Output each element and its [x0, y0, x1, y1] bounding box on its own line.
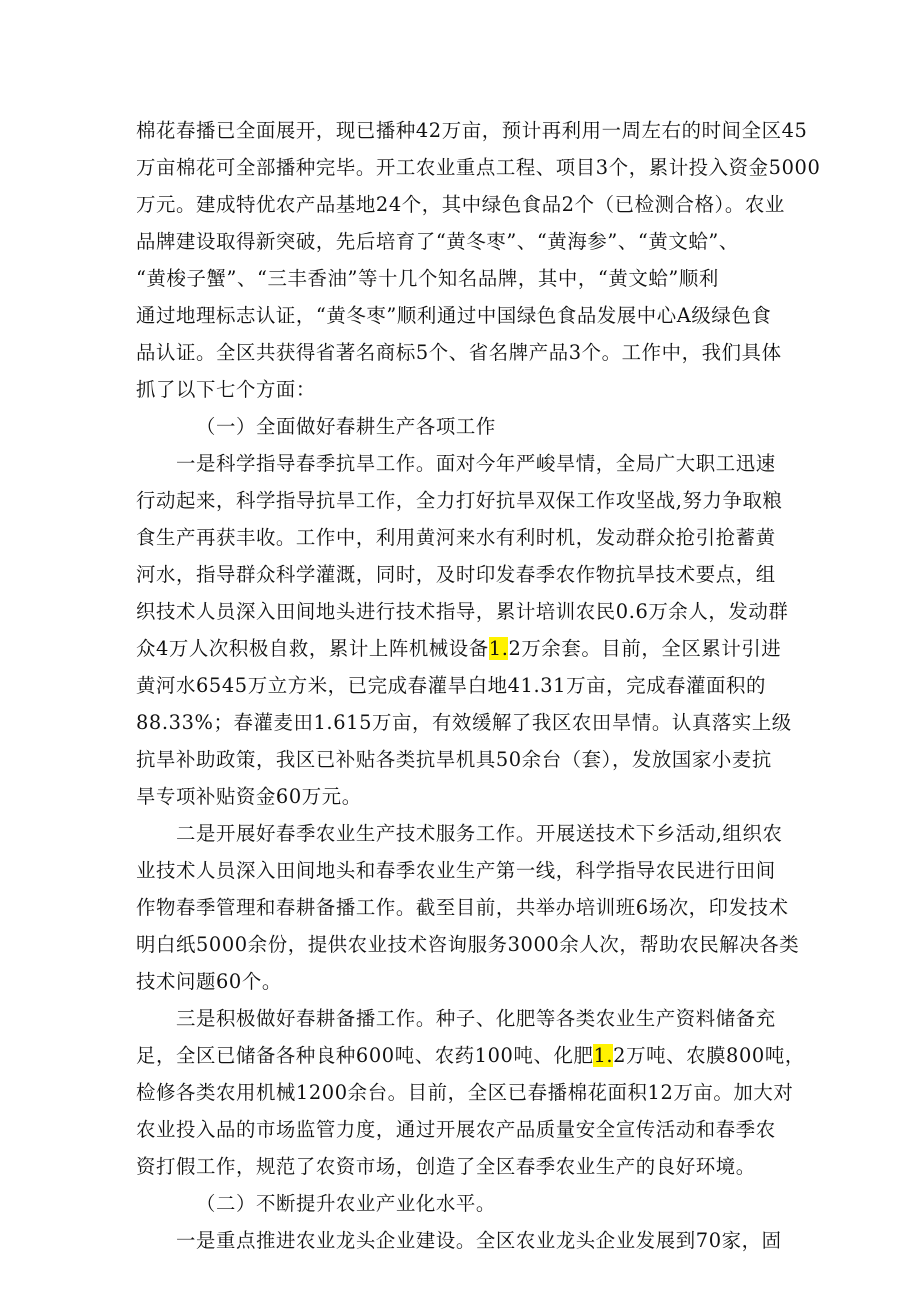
text-line — [136, 1074, 794, 1111]
text-run: 作物春季管理和春耕备播工作。截至目前，共举办培训班6场次，印发技术 — [136, 896, 789, 919]
text-line — [136, 815, 788, 852]
text-line — [136, 334, 788, 371]
text-line — [136, 149, 821, 186]
document-body — [136, 112, 821, 1259]
highlighted-text: 1. — [488, 637, 509, 660]
text-line — [136, 445, 788, 482]
text-run: 万亩棉花可全部播种完毕。开工农业重点工程、项目3个，累计投入资金5000 — [136, 156, 821, 179]
text-run: 抗旱补助政策，我区已补贴各类抗旱机具50余台（套），发放国家小麦抗 — [136, 748, 772, 771]
text-run: 2万余套。目前，全区累计引进 — [508, 637, 782, 660]
text-line — [136, 593, 788, 630]
text-line — [136, 1148, 788, 1185]
text-run: 万元。建成特优农产品基地24个，其中绿色食品2个（已检测合格）。农业 — [136, 193, 785, 216]
text-run: 一是科学指导春季抗旱工作。面对今年严峻旱情，全局广大职工迅速 — [176, 452, 776, 475]
text-run: 抓了以下七个方面： — [136, 378, 316, 401]
text-run: 通过地理标志认证，“黄冬枣”顺利通过中国绿色食品发展中心A级绿色食 — [136, 304, 772, 327]
text-run: 食生产再获丰收。工作中，利用黄河来水有利时机，发动群众抢引抢蓄黄 — [136, 526, 776, 549]
text-line — [136, 704, 792, 741]
text-line — [136, 667, 788, 704]
text-run: 农业投入品的市场监管力度，通过开展农产品质量安全宣传活动和春季农 — [136, 1118, 776, 1141]
text-line — [136, 1000, 788, 1037]
text-run: 众4万人次积极自救，累计上阵机械设备 — [136, 637, 489, 660]
text-run: 河水，指导群众科学灌溉，同时，及时印发春季农作物抗旱技术要点，组 — [136, 563, 776, 586]
text-line — [136, 297, 788, 334]
text-line — [136, 112, 808, 149]
text-run: 足，全区已储备各种良种600吨、农药100吨、化肥 — [136, 1044, 594, 1067]
text-line — [136, 519, 788, 556]
text-run: “黄梭子蟹”、“三丰香油”等十几个知名品牌，其中，“黄文蛤”顺利 — [136, 267, 719, 290]
text-run: 行动起来，科学指导抗旱工作，全力打好抗旱双保工作攻坚战,努力争取粮 — [136, 489, 783, 512]
text-line — [136, 482, 788, 519]
text-run: 织技术人员深入田间地头进行技术指导，累计培训农民0.6万余人，发动群 — [136, 600, 789, 623]
text-run: 品牌建设取得新突破，先后培育了“黄冬枣”、“黄海参”、“黄文蛤”、 — [136, 230, 739, 253]
text-run: 黄河水6545万立方米，已完成春灌旱白地41.31万亩，完成春灌面积的 — [136, 674, 767, 697]
text-run: 一是重点推进农业龙头企业建设。全区农业龙头企业发展到70家，固 — [176, 1229, 782, 1252]
text-run: 88.33%；春灌麦田1.615万亩，有效缓解了我区农田旱情。认真落实上级 — [136, 711, 792, 734]
text-line — [136, 963, 788, 1000]
text-run: 品认证。全区共获得省著名商标5个、省名牌产品3个。工作中，我们具体 — [136, 341, 782, 364]
text-run: 旱专项补贴资金60万元。 — [136, 785, 362, 808]
text-line — [136, 371, 788, 408]
text-line — [136, 408, 788, 445]
text-run: 检修各类农用机械1200余台。目前，全区已春播棉花面积12万亩。加大对 — [136, 1081, 794, 1104]
text-line — [136, 1185, 788, 1222]
text-line — [136, 186, 788, 223]
text-run: （一）全面做好春耕生产各项工作 — [196, 415, 496, 438]
text-line — [136, 223, 788, 260]
text-run: 2万吨、农膜800吨， — [613, 1044, 805, 1067]
text-line — [136, 926, 800, 963]
text-run: 业技术人员深入田间地头和春季农业生产第一线，科学指导农民进行田间 — [136, 859, 776, 882]
text-line — [136, 1037, 805, 1074]
text-line — [136, 852, 788, 889]
text-run: 明白纸5000余份，提供农业技术咨询服务3000余人次，帮助农民解决各类 — [136, 933, 800, 956]
text-run: 资打假工作，规范了农资市场，创造了全区春季农业生产的良好环境。 — [136, 1155, 756, 1178]
text-run: （二）不断提升农业产业化水平。 — [196, 1192, 496, 1215]
text-line — [136, 889, 788, 926]
text-run: 技术问题60个。 — [136, 970, 282, 993]
text-line — [136, 1222, 788, 1259]
text-line — [136, 1111, 788, 1148]
highlighted-text: 1. — [593, 1044, 614, 1067]
text-run: 棉花春播已全面展开，现已播种42万亩，预计再利用一周左右的时间全区45 — [136, 119, 808, 142]
text-line — [136, 556, 788, 593]
text-run: 三是积极做好春耕备播工作。种子、化肥等各类农业生产资料储备充 — [176, 1007, 776, 1030]
text-run: 二是开展好春季农业生产技术服务工作。开展送技术下乡活动,组织农 — [176, 822, 783, 845]
text-line — [136, 741, 788, 778]
text-line — [136, 778, 788, 815]
text-line — [136, 630, 788, 667]
text-line — [136, 260, 788, 297]
